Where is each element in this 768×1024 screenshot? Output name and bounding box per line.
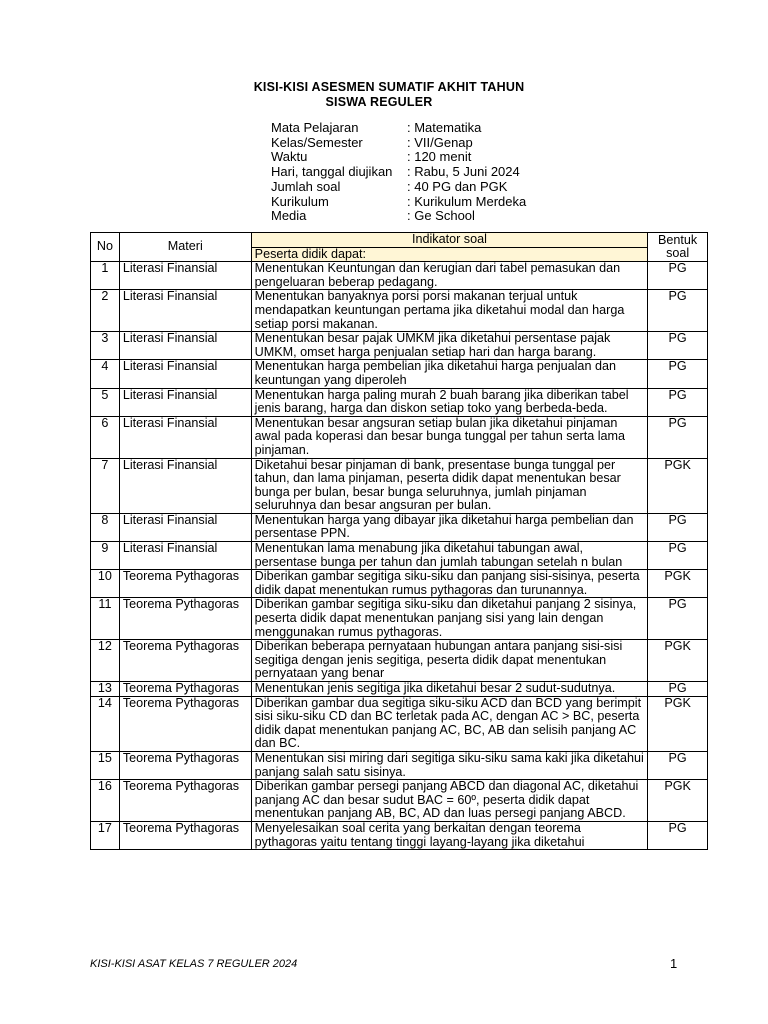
cell-indikator: Diberikan gambar segitiga siku-siku dan panjang sisi-sisinya, peserta didik dapat menentukan rumus pythagoras dan turunannya.	[251, 570, 648, 598]
table-row	[91, 751, 708, 779]
cell-no: 7	[91, 458, 120, 513]
cell-indikator: Diketahui besar pinjaman di bank, presentase bunga tunggal per tahun, dan lama pinjaman, peserta didik dapat menentukan besar bunga per bulan, besar bunga seluruhnya, jumlah pinjaman seluruhnya dan besar angsuran per bulan.	[251, 458, 648, 513]
info-label: Media	[271, 208, 307, 224]
cell-materi: Teorema Pythagoras	[119, 570, 251, 598]
cell-materi: Teorema Pythagoras	[119, 780, 251, 822]
cell-no: 3	[91, 332, 120, 360]
cell-bentuk: PGK	[648, 570, 708, 598]
table-row	[91, 360, 708, 388]
cell-materi: Teorema Pythagoras	[119, 598, 251, 640]
header-materi: Materi	[119, 233, 251, 262]
info-value: : Ge School	[407, 208, 475, 224]
info-value: : 40 PG dan PGK	[407, 178, 508, 194]
table-row	[91, 696, 708, 751]
table-row	[91, 290, 708, 332]
cell-bentuk: PG	[648, 290, 708, 332]
cell-materi: Literasi Finansial	[119, 388, 251, 416]
cell-materi: Teorema Pythagoras	[119, 821, 251, 849]
footer-text: KISI-KISI ASAT KELAS 7 REGULER 2024	[90, 958, 298, 970]
cell-materi: Literasi Finansial	[119, 290, 251, 332]
header-no: No	[91, 233, 120, 262]
table-row	[91, 513, 708, 541]
cell-no: 14	[91, 696, 120, 751]
cell-materi: Literasi Finansial	[119, 262, 251, 290]
cell-no: 9	[91, 542, 120, 570]
cell-bentuk: PGK	[648, 640, 708, 682]
cell-indikator: Diberikan gambar dua segitiga siku-siku ACD dan BCD yang berimpit sisi siku-siku CD dan BC terletak pada AC, dengan AC > BC, peserta didik dapat menentukan panjang AC, BC, AB dan selisih panjang AC dan BC.	[251, 696, 648, 751]
cell-no: 10	[91, 570, 120, 598]
cell-indikator: Menentukan harga yang dibayar jika diketahui harga pembelian dan persentase PPN.	[251, 513, 648, 541]
table-row	[91, 570, 708, 598]
info-value: : Kurikulum Merdeka	[407, 193, 527, 209]
info-row	[271, 209, 526, 224]
cell-materi: Literasi Finansial	[119, 360, 251, 388]
cell-no: 17	[91, 821, 120, 849]
cell-indikator: Menentukan harga pembelian jika diketahui harga penjualan dan keuntungan yang diperoleh	[251, 360, 648, 388]
cell-bentuk: PGK	[648, 696, 708, 751]
cell-bentuk: PG	[648, 360, 708, 388]
table-row	[91, 598, 708, 640]
info-label: Mata Pelajaran	[271, 120, 359, 135]
cell-no: 15	[91, 751, 120, 779]
table-row	[91, 542, 708, 570]
info-label: Waktu	[271, 149, 308, 165]
table-row	[91, 458, 708, 513]
cell-no: 4	[91, 360, 120, 388]
cell-indikator: Menentukan harga paling murah 2 buah barang jika diberikan tabel jenis barang, harga dan diskon setiap toko yang berbeda-beda.	[251, 388, 648, 416]
cell-materi: Literasi Finansial	[119, 416, 251, 458]
cell-indikator: Menyelesaikan soal cerita yang berkaitan dengan teorema pythagoras yaitu tentang tinggi layang-layang jika diketahui	[251, 821, 648, 849]
info-row	[271, 165, 526, 180]
table-row	[91, 780, 708, 822]
info-label: Hari, tanggal diujikan	[271, 164, 393, 180]
cell-indikator: Menentukan jenis segitiga jika diketahui besar 2 sudut-sudutnya.	[251, 682, 648, 697]
info-row	[271, 180, 526, 195]
header-indikator: Indikator soal	[251, 233, 648, 248]
cell-no: 1	[91, 262, 120, 290]
cell-indikator: Diberikan gambar segitiga siku-siku dan diketahui panjang 2 sisinya, peserta didik dapat menentukan panjang sisi yang lain dengan menggunakan rumus pythagoras.	[251, 598, 648, 640]
info-row	[271, 195, 526, 210]
cell-bentuk: PGK	[648, 458, 708, 513]
cell-materi: Literasi Finansial	[119, 542, 251, 570]
cell-no: 12	[91, 640, 120, 682]
info-value: : VII/Genap	[407, 134, 473, 150]
info-value: : 120 menit	[407, 149, 472, 165]
cell-bentuk: PG	[648, 416, 708, 458]
cell-no: 8	[91, 513, 120, 541]
cell-materi: Literasi Finansial	[119, 513, 251, 541]
cell-no: 16	[91, 780, 120, 822]
cell-bentuk: PG	[648, 388, 708, 416]
document-title: KISI-KISI ASESMEN SUMATIF AKHIT TAHUN	[253, 80, 525, 94]
header-bentuk: Bentuk soal	[648, 233, 708, 262]
info-label: Kurikulum	[271, 193, 329, 209]
info-row	[271, 150, 526, 165]
info-value: : Matematika	[407, 120, 482, 135]
cell-materi: Teorema Pythagoras	[119, 682, 251, 697]
cell-materi: Teorema Pythagoras	[119, 696, 251, 751]
table-row	[91, 262, 708, 290]
cell-indikator: Diberikan gambar persegi panjang ABCD dan diagonal AC, diketahui panjang AC dan besar sudut BAC = 60º, peserta didik dapat menentukan panjang AB, BC, AD dan luas persegi panjang ABCD.	[251, 780, 648, 822]
cell-no: 11	[91, 598, 120, 640]
info-row	[271, 136, 526, 151]
info-row	[271, 121, 526, 136]
table-row	[91, 388, 708, 416]
cell-indikator: Menentukan lama menabung jika diketahui tabungan awal, persentase bunga per tahun dan jumlah tabungan setelah n bulan	[251, 542, 648, 570]
cell-no: 13	[91, 682, 120, 697]
cell-no: 2	[91, 290, 120, 332]
cell-bentuk: PG	[648, 513, 708, 541]
cell-indikator: Menentukan sisi miring dari segitiga siku-siku sama kaki jika diketahui panjang salah satu sisinya.	[251, 751, 648, 779]
page-number: 1	[670, 956, 678, 971]
cell-bentuk: PG	[648, 262, 708, 290]
cell-bentuk: PG	[648, 751, 708, 779]
cell-bentuk: PG	[648, 332, 708, 360]
table-row	[91, 682, 708, 697]
table-row	[91, 332, 708, 360]
cell-materi: Literasi Finansial	[119, 332, 251, 360]
info-value: : Rabu, 5 Juni 2024	[407, 164, 520, 180]
cell-indikator: Menentukan Keuntungan dan kerugian dari tabel pemasukan dan pengeluaran beberap pedagang.	[251, 262, 648, 290]
cell-bentuk: PGK	[648, 780, 708, 822]
table-row	[91, 821, 708, 849]
cell-indikator: Menentukan besar angsuran setiap bulan jika diketahui pinjaman awal pada koperasi dan besar bunga tunggal per tahun serta lama pinjaman.	[251, 416, 648, 458]
info-block	[271, 121, 526, 224]
cell-bentuk: PG	[648, 682, 708, 697]
table-row	[91, 640, 708, 682]
info-label: Jumlah soal	[271, 178, 341, 194]
cell-bentuk: PG	[648, 821, 708, 849]
cell-no: 6	[91, 416, 120, 458]
cell-indikator: Diberikan beberapa pernyataan hubungan antara panjang sisi-sisi segitiga dengan jenis segitiga, peserta didik dapat menentukan pernyataan yang benar	[251, 640, 648, 682]
cell-materi: Teorema Pythagoras	[119, 751, 251, 779]
cell-indikator: Menentukan besar pajak UMKM jika diketahui persentase pajak UMKM, omset harga penjualan setiap hari dan harga barang.	[251, 332, 648, 360]
document-subtitle: SISWA REGULER	[325, 95, 433, 109]
cell-materi: Teorema Pythagoras	[119, 640, 251, 682]
cell-no: 5	[91, 388, 120, 416]
header-indikator-sub: Peserta didik dapat:	[251, 247, 648, 262]
cell-indikator: Menentukan banyaknya porsi porsi makanan terjual untuk mendapatkan keuntungan pertama jika diketahui modal dan harga setiap porsi makanan.	[251, 290, 648, 332]
cell-materi: Literasi Finansial	[119, 458, 251, 513]
table-row	[91, 416, 708, 458]
info-label: Kelas/Semester	[271, 134, 363, 150]
cell-bentuk: PG	[648, 542, 708, 570]
kisi-table	[90, 232, 708, 850]
cell-bentuk: PG	[648, 598, 708, 640]
